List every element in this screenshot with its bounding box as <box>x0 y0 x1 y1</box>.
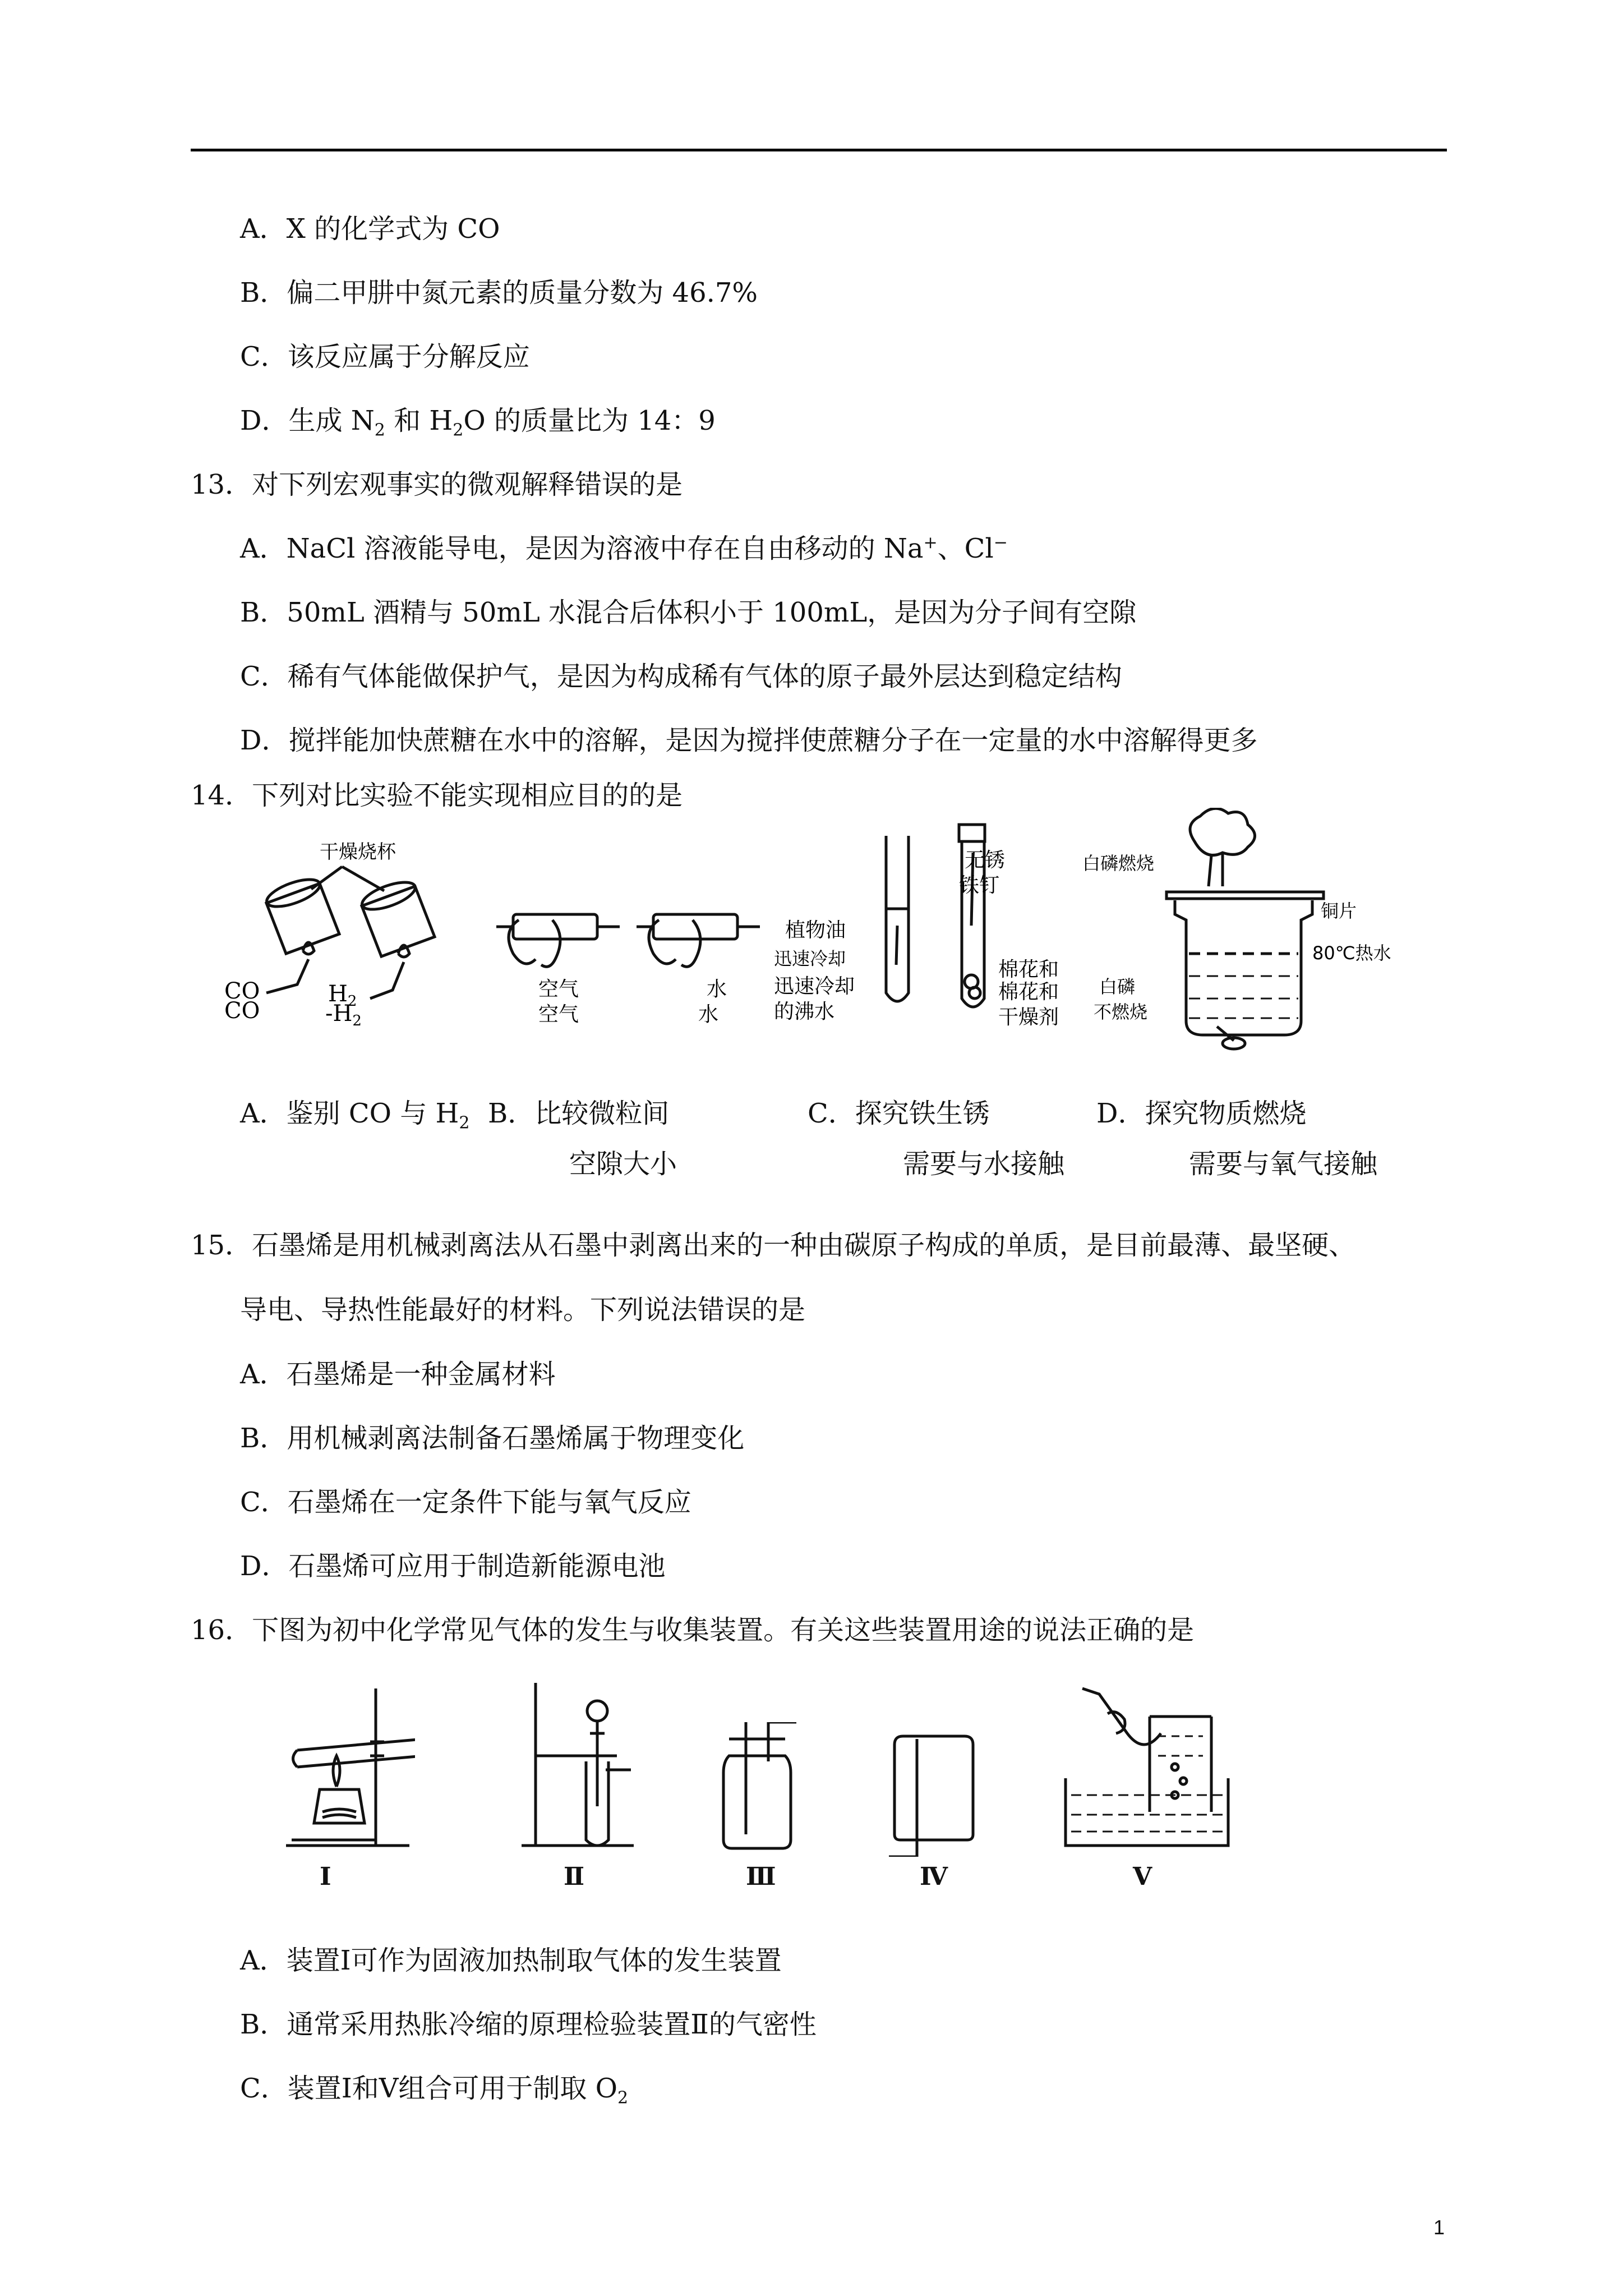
apparatus-5 <box>1060 1683 1239 1857</box>
q14-figure-b <box>485 892 777 1027</box>
boiled-water-label-2: 的沸水 <box>774 1000 835 1023</box>
nail-label: 无锈 <box>965 849 1006 872</box>
q16-stem: 16．下图为初中化学常见气体的发生与收集装置。有关这些装置用途的说法正确的是 <box>191 1614 1195 1646</box>
q14-caption-c1: C．探究铁生锈 <box>808 1098 990 1129</box>
oil-label: 植物油 <box>785 919 846 942</box>
q15-option-c: C．石墨烯在一定条件下能与氧气反应 <box>240 1487 691 1518</box>
q15-stem-2: 导电、导热性能最好的材料。下列说法错误的是 <box>240 1294 806 1326</box>
burn-label: 白磷燃烧 <box>1082 853 1155 874</box>
gas-h2-label-2: $-H_2$ <box>325 1001 362 1027</box>
hot-water-label: 80℃热水 <box>1312 942 1391 964</box>
apparatus-2 <box>522 1677 639 1857</box>
apparatus-3-label: Ⅲ <box>746 1862 776 1891</box>
q12-option-b: B．偏二甲肼中氮元素的质量分数为 46.7% <box>240 277 758 309</box>
dry-beaker-label: 干燥烧杯 <box>320 841 396 863</box>
q13-option-b: B．50mL 酒精与 50mL 水混合后体积小于 100mL，是因为分子间有空隙 <box>240 597 1137 628</box>
q16-option-a: A．装置Ⅰ可作为固液加热制取气体的发生装置 <box>240 1945 782 1976</box>
air-label: 空气 <box>538 978 579 1001</box>
q13-option-a: A．NaCl 溶液能导电，是因为溶液中存在自由移动的 Na+、Cl− <box>240 533 1008 564</box>
q16-option-c: C．装置Ⅰ和Ⅴ组合可用于制取 $O_2$ <box>240 2073 629 2108</box>
apparatus-3 <box>712 1722 802 1857</box>
q12-option-d: D．生成 $N_2$ 和 $H_2O$ 的质量比为 14：9 <box>240 405 716 440</box>
cotton-label-3: 干燥剂 <box>998 1006 1059 1029</box>
q15-option-b: B．用机械剥离法制备石墨烯属于物理变化 <box>240 1423 745 1454</box>
apparatus-1 <box>280 1677 415 1857</box>
q13-stem: 13．对下列宏观事实的微观解释错误的是 <box>191 469 683 500</box>
q16-option-b: B．通常采用热胀冷缩的原理检验装置Ⅱ的气密性 <box>240 2009 817 2040</box>
water-label-2: 水 <box>698 1003 719 1026</box>
page-number: 1 <box>1433 2216 1445 2239</box>
cotton-label: 棉花和 <box>998 958 1059 981</box>
q12-option-a: A．X 的化学式为 CO <box>240 213 500 245</box>
q14-caption-b2: 空隙大小 <box>569 1148 677 1180</box>
gas-co-label-2: CO <box>224 998 260 1024</box>
gas-co-label: CO <box>224 978 260 1004</box>
apparatus-4 <box>883 1728 984 1857</box>
q14-caption-d2: 需要与氧气接触 <box>1189 1148 1378 1180</box>
no-burn-label-2: 不燃烧 <box>1094 1001 1148 1023</box>
q14-caption-b1: B．比较微粒间 <box>488 1098 670 1129</box>
water-label: 水 <box>707 978 727 1001</box>
q14-caption-a: A．鉴别 CO 与 $H_2$ <box>240 1098 470 1133</box>
q14-figure-a <box>213 830 471 1027</box>
q14-figure-c <box>774 813 1088 1038</box>
header-rule <box>191 149 1447 151</box>
q12-option-c: C．该反应属于分解反应 <box>240 341 530 372</box>
boiled-water-label: 迅速冷却 <box>774 975 855 998</box>
no-burn-label: 白磷 <box>1099 976 1136 997</box>
apparatus-5-label: Ⅴ <box>1133 1862 1152 1891</box>
q15-option-d: D．石墨烯可应用于制造新能源电池 <box>240 1550 666 1582</box>
air-label-2: 空气 <box>538 1003 579 1026</box>
gas-h2-label: $H_2$ <box>328 981 357 1010</box>
q13-option-d: D．搅拌能加快蔗糖在水中的溶解，是因为搅拌使蔗糖分子在一定量的水中溶解得更多 <box>240 725 1258 756</box>
q14-caption-c2: 需要与水接触 <box>903 1148 1065 1180</box>
q14-figure-d <box>1082 808 1447 1066</box>
apparatus-2-label: Ⅱ <box>564 1862 585 1891</box>
copper-label: 铜片 <box>1321 900 1357 922</box>
q15-option-a: A．石墨烯是一种金属材料 <box>240 1359 556 1390</box>
apparatus-1-label: Ⅰ <box>320 1862 331 1891</box>
q15-stem-1: 15．石墨烯是用机械剥离法从石墨中剥离出来的一种由碳原子构成的单质，是目前最薄、最坚硬、 <box>191 1230 1356 1261</box>
q14-stem: 14．下列对比实验不能实现相应目的的是 <box>191 780 683 811</box>
boiled-water-label-top: 迅速冷却 <box>774 948 846 969</box>
apparatus-4-label: Ⅳ <box>920 1862 948 1891</box>
q13-option-c: C．稀有气体能做保护气，是因为构成稀有气体的原子最外层达到稳定结构 <box>240 661 1122 692</box>
cotton-label-2: 棉花和 <box>998 981 1059 1004</box>
q14-caption-d1: D．探究物质燃烧 <box>1096 1098 1307 1129</box>
nail-label-2: 铁钉 <box>959 874 1000 897</box>
